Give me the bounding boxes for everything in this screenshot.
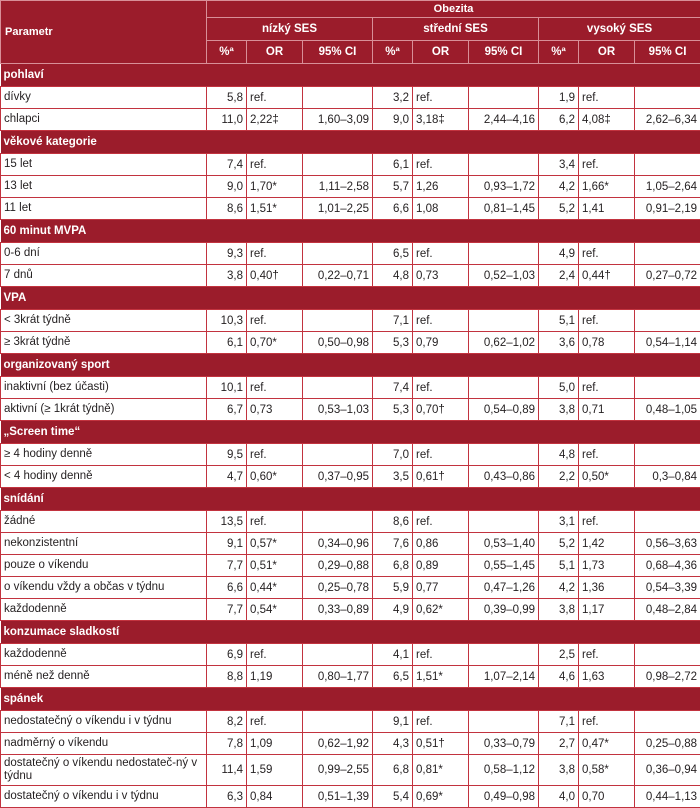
cell-pct: 3,2 xyxy=(373,87,413,109)
cell-ci xyxy=(635,243,700,265)
cell-or: 4,08‡ xyxy=(579,109,635,131)
cell-pct: 8,8 xyxy=(207,666,247,688)
cell-pct: 5,2 xyxy=(539,198,579,220)
cell-ci: 0,56–3,63 xyxy=(635,533,700,555)
cell-pct: 4,2 xyxy=(539,577,579,599)
cell-pct: 6,6 xyxy=(207,577,247,599)
cell-ci: 0,50–0,98 xyxy=(303,332,373,354)
cell-pct: 6,8 xyxy=(373,555,413,577)
cell-or: ref. xyxy=(247,87,303,109)
cell-ci xyxy=(635,377,700,399)
section-row xyxy=(1,621,700,644)
cell-pct: 6,9 xyxy=(207,644,247,666)
cell-or: 1,26 xyxy=(413,176,469,198)
cell-ci xyxy=(469,711,539,733)
cell-ci xyxy=(635,310,700,332)
cell-pct: 7,7 xyxy=(207,599,247,621)
cell-or: 0,81* xyxy=(413,755,469,786)
cell-pct: 6,7 xyxy=(207,399,247,421)
cell-ci: 0,68–4,36 xyxy=(635,555,700,577)
table-row xyxy=(1,555,700,577)
cell-ci: 0,49–0,98 xyxy=(469,786,539,808)
row-label: každodenně xyxy=(1,644,207,666)
cell-or: ref. xyxy=(579,87,635,109)
cell-ci: 0,52–1,03 xyxy=(469,265,539,287)
table-row xyxy=(1,87,700,109)
cell-pct: 9,3 xyxy=(207,243,247,265)
row-label: ≥ 4 hodiny denně xyxy=(1,444,207,466)
cell-pct: 3,4 xyxy=(539,154,579,176)
section-title: konzumace sladkostí xyxy=(1,621,700,644)
cell-ci: 0,36–0,94 xyxy=(635,755,700,786)
cell-ci: 2,62–6,34 xyxy=(635,109,700,131)
cell-or: ref. xyxy=(579,444,635,466)
table-row xyxy=(1,243,700,265)
cell-ci xyxy=(303,644,373,666)
cell-or: 0,73 xyxy=(413,265,469,287)
cell-or: ref. xyxy=(247,154,303,176)
ses-mid-header: střední SES xyxy=(373,18,539,41)
cell-ci: 0,34–0,96 xyxy=(303,533,373,555)
col-ci: 95% CI xyxy=(635,41,700,64)
section-title: 60 minut MVPA xyxy=(1,220,700,243)
cell-pct: 11,4 xyxy=(207,755,247,786)
row-label: dívky xyxy=(1,87,207,109)
table-row xyxy=(1,332,700,354)
table-row xyxy=(1,577,700,599)
cell-pct: 4,8 xyxy=(539,444,579,466)
cell-pct: 5,0 xyxy=(539,377,579,399)
table-body xyxy=(1,64,700,808)
cell-pct: 7,8 xyxy=(207,733,247,755)
cell-pct: 7,1 xyxy=(373,310,413,332)
cell-ci xyxy=(469,377,539,399)
table-row xyxy=(1,198,700,220)
cell-or: 0,60* xyxy=(247,466,303,488)
section-row xyxy=(1,354,700,377)
table-row xyxy=(1,466,700,488)
cell-or: 0,40† xyxy=(247,265,303,287)
cell-pct: 7,1 xyxy=(539,711,579,733)
cell-or: ref. xyxy=(579,644,635,666)
cell-pct: 2,2 xyxy=(539,466,579,488)
section-row xyxy=(1,64,700,87)
cell-pct: 9,0 xyxy=(207,176,247,198)
cell-or: ref. xyxy=(579,377,635,399)
row-label: nekonzistentní xyxy=(1,533,207,555)
cell-ci: 0,54–1,14 xyxy=(635,332,700,354)
cell-or: ref. xyxy=(413,87,469,109)
cell-ci xyxy=(303,87,373,109)
cell-pct: 9,0 xyxy=(373,109,413,131)
row-label: 13 let xyxy=(1,176,207,198)
cell-ci: 0,51–1,39 xyxy=(303,786,373,808)
row-label: inaktivní (bez účasti) xyxy=(1,377,207,399)
cell-ci: 0,39–0,99 xyxy=(469,599,539,621)
row-label: méně než denně xyxy=(1,666,207,688)
row-label: dostatečný o víkendu i v týdnu xyxy=(1,786,207,808)
cell-or: ref. xyxy=(247,310,303,332)
cell-or: ref. xyxy=(413,444,469,466)
cell-or: 0,84 xyxy=(247,786,303,808)
section-row xyxy=(1,488,700,511)
cell-pct: 8,6 xyxy=(373,511,413,533)
cell-pct: 4,9 xyxy=(373,599,413,621)
cell-or: ref. xyxy=(579,243,635,265)
cell-ci: 0,99–2,55 xyxy=(303,755,373,786)
cell-or: 0,62* xyxy=(413,599,469,621)
cell-or: 0,44* xyxy=(247,577,303,599)
table-row xyxy=(1,666,700,688)
cell-ci: 0,25–0,88 xyxy=(635,733,700,755)
cell-or: 1,42 xyxy=(579,533,635,555)
cell-ci xyxy=(469,87,539,109)
col-pct: %ª xyxy=(373,41,413,64)
cell-or: ref. xyxy=(579,511,635,533)
cell-or: 0,47* xyxy=(579,733,635,755)
cell-pct: 7,4 xyxy=(207,154,247,176)
row-label: < 4 hodiny denně xyxy=(1,466,207,488)
cell-ci: 0,54–0,89 xyxy=(469,399,539,421)
cell-or: 1,08 xyxy=(413,198,469,220)
cell-ci: 0,48–2,84 xyxy=(635,599,700,621)
cell-or: 0,54* xyxy=(247,599,303,621)
cell-ci xyxy=(303,444,373,466)
cell-pct: 8,2 xyxy=(207,711,247,733)
cell-ci: 0,33–0,89 xyxy=(303,599,373,621)
cell-pct: 6,5 xyxy=(373,243,413,265)
table-row xyxy=(1,377,700,399)
cell-or: 0,70* xyxy=(247,332,303,354)
cell-pct: 5,2 xyxy=(539,533,579,555)
cell-or: 1,59 xyxy=(247,755,303,786)
cell-pct: 5,1 xyxy=(539,555,579,577)
cell-pct: 7,7 xyxy=(207,555,247,577)
cell-pct: 2,4 xyxy=(539,265,579,287)
table-row xyxy=(1,154,700,176)
cell-or: 0,51† xyxy=(413,733,469,755)
cell-pct: 4,9 xyxy=(539,243,579,265)
cell-or: ref. xyxy=(413,511,469,533)
cell-pct: 5,3 xyxy=(373,399,413,421)
cell-or: ref. xyxy=(247,711,303,733)
table-row xyxy=(1,444,700,466)
col-or: OR xyxy=(413,41,469,64)
cell-ci: 0,91–2,19 xyxy=(635,198,700,220)
cell-or: 1,73 xyxy=(579,555,635,577)
cell-ci: 0,53–1,40 xyxy=(469,533,539,555)
cell-or: 0,78 xyxy=(579,332,635,354)
table-row xyxy=(1,711,700,733)
section-title: snídání xyxy=(1,488,700,511)
cell-pct: 3,5 xyxy=(373,466,413,488)
col-or: OR xyxy=(579,41,635,64)
row-label: 15 let xyxy=(1,154,207,176)
cell-or: ref. xyxy=(579,711,635,733)
table-row xyxy=(1,533,700,555)
cell-ci: 0,43–0,86 xyxy=(469,466,539,488)
cell-pct: 4,0 xyxy=(539,786,579,808)
cell-pct: 6,2 xyxy=(539,109,579,131)
cell-or: 0,70† xyxy=(413,399,469,421)
cell-ci: 0,33–0,79 xyxy=(469,733,539,755)
section-row xyxy=(1,287,700,310)
row-label: < 3krát týdně xyxy=(1,310,207,332)
row-label: 11 let xyxy=(1,198,207,220)
cell-pct: 5,3 xyxy=(373,332,413,354)
cell-pct: 5,4 xyxy=(373,786,413,808)
section-title: pohlaví xyxy=(1,64,700,87)
cell-or: 0,51* xyxy=(247,555,303,577)
cell-ci: 0,48–1,05 xyxy=(635,399,700,421)
cell-pct: 3,8 xyxy=(207,265,247,287)
cell-or: 0,61† xyxy=(413,466,469,488)
ses-low-header: nízký SES xyxy=(207,18,373,41)
cell-or: 1,63 xyxy=(579,666,635,688)
section-title: spánek xyxy=(1,688,700,711)
cell-pct: 1,9 xyxy=(539,87,579,109)
cell-or: 0,70 xyxy=(579,786,635,808)
ses-high-header: vysoký SES xyxy=(539,18,700,41)
col-ci: 95% CI xyxy=(303,41,373,64)
cell-or: ref. xyxy=(579,310,635,332)
col-pct: %ª xyxy=(539,41,579,64)
group-header: Obezita xyxy=(207,1,700,18)
cell-pct: 5,8 xyxy=(207,87,247,109)
cell-ci: 0,53–1,03 xyxy=(303,399,373,421)
cell-pct: 10,1 xyxy=(207,377,247,399)
table-header xyxy=(1,1,700,64)
cell-ci xyxy=(469,511,539,533)
cell-pct: 4,1 xyxy=(373,644,413,666)
cell-or: 0,73 xyxy=(247,399,303,421)
section-row xyxy=(1,131,700,154)
cell-or: 0,50* xyxy=(579,466,635,488)
cell-pct: 2,5 xyxy=(539,644,579,666)
cell-ci xyxy=(469,644,539,666)
row-label: nedostatečný o víkendu i v týdnu xyxy=(1,711,207,733)
table-row xyxy=(1,755,700,786)
cell-ci: 0,62–1,92 xyxy=(303,733,373,755)
cell-pct: 11,0 xyxy=(207,109,247,131)
cell-or: 1,66* xyxy=(579,176,635,198)
row-label: každodenně xyxy=(1,599,207,621)
table-row xyxy=(1,644,700,666)
cell-ci: 0,54–3,39 xyxy=(635,577,700,599)
cell-pct: 6,1 xyxy=(373,154,413,176)
cell-pct: 5,1 xyxy=(539,310,579,332)
cell-pct: 3,1 xyxy=(539,511,579,533)
cell-ci: 1,60–3,09 xyxy=(303,109,373,131)
cell-or: ref. xyxy=(247,511,303,533)
table-row xyxy=(1,733,700,755)
cell-pct: 3,8 xyxy=(539,599,579,621)
cell-or: 0,69* xyxy=(413,786,469,808)
col-ci: 95% CI xyxy=(469,41,539,64)
cell-or: ref. xyxy=(413,644,469,666)
row-label: dostatečný o víkendu nedostateč-ný v týdnu xyxy=(1,755,207,786)
cell-pct: 6,3 xyxy=(207,786,247,808)
cell-ci xyxy=(469,444,539,466)
cell-pct: 7,4 xyxy=(373,377,413,399)
cell-ci: 2,44–4,16 xyxy=(469,109,539,131)
table-row xyxy=(1,511,700,533)
cell-pct: 7,6 xyxy=(373,533,413,555)
section-row xyxy=(1,421,700,444)
cell-or: ref. xyxy=(247,644,303,666)
cell-or: ref. xyxy=(413,310,469,332)
cell-or: 1,70* xyxy=(247,176,303,198)
cell-pct: 6,6 xyxy=(373,198,413,220)
cell-ci: 1,01–2,25 xyxy=(303,198,373,220)
cell-pct: 5,9 xyxy=(373,577,413,599)
cell-ci xyxy=(635,511,700,533)
cell-pct: 2,7 xyxy=(539,733,579,755)
cell-ci xyxy=(635,87,700,109)
cell-pct: 4,6 xyxy=(539,666,579,688)
cell-or: ref. xyxy=(413,154,469,176)
table-row xyxy=(1,265,700,287)
cell-ci xyxy=(469,310,539,332)
cell-ci xyxy=(635,711,700,733)
cell-ci: 1,11–2,58 xyxy=(303,176,373,198)
cell-or: 0,86 xyxy=(413,533,469,555)
cell-ci: 0,25–0,78 xyxy=(303,577,373,599)
cell-ci: 1,07–2,14 xyxy=(469,666,539,688)
cell-ci: 0,62–1,02 xyxy=(469,332,539,354)
cell-or: 3,18‡ xyxy=(413,109,469,131)
cell-ci xyxy=(635,154,700,176)
row-label: žádné xyxy=(1,511,207,533)
cell-ci xyxy=(303,711,373,733)
cell-or: 1,09 xyxy=(247,733,303,755)
cell-ci: 0,22–0,71 xyxy=(303,265,373,287)
cell-or: 0,57* xyxy=(247,533,303,555)
section-title: věkové kategorie xyxy=(1,131,700,154)
section-title: organizovaný sport xyxy=(1,354,700,377)
row-label: nadměrný o víkendu xyxy=(1,733,207,755)
table-row xyxy=(1,109,700,131)
cell-or: ref. xyxy=(247,377,303,399)
cell-pct: 9,1 xyxy=(373,711,413,733)
cell-or: ref. xyxy=(413,243,469,265)
cell-ci: 0,37–0,95 xyxy=(303,466,373,488)
cell-pct: 4,2 xyxy=(539,176,579,198)
cell-pct: 6,5 xyxy=(373,666,413,688)
cell-or: 1,51* xyxy=(247,198,303,220)
cell-pct: 6,8 xyxy=(373,755,413,786)
cell-or: ref. xyxy=(579,154,635,176)
cell-ci xyxy=(635,444,700,466)
table-row xyxy=(1,176,700,198)
cell-or: 0,77 xyxy=(413,577,469,599)
cell-ci: 0,81–1,45 xyxy=(469,198,539,220)
cell-ci xyxy=(303,154,373,176)
parameter-header: Parametr xyxy=(1,1,207,64)
cell-or: 0,89 xyxy=(413,555,469,577)
table-row xyxy=(1,599,700,621)
section-title: „Screen time“ xyxy=(1,421,700,444)
cell-or: ref. xyxy=(247,444,303,466)
cell-or: 1,51* xyxy=(413,666,469,688)
cell-or: ref. xyxy=(413,711,469,733)
cell-ci: 0,3–0,84 xyxy=(635,466,700,488)
cell-ci xyxy=(303,243,373,265)
cell-ci: 0,44–1,13 xyxy=(635,786,700,808)
cell-or: 0,58* xyxy=(579,755,635,786)
col-or: OR xyxy=(247,41,303,64)
cell-pct: 3,8 xyxy=(539,755,579,786)
cell-ci: 0,58–1,12 xyxy=(469,755,539,786)
cell-or: 2,22‡ xyxy=(247,109,303,131)
cell-or: 1,19 xyxy=(247,666,303,688)
cell-ci: 0,29–0,88 xyxy=(303,555,373,577)
row-label: chlapci xyxy=(1,109,207,131)
cell-or: ref. xyxy=(413,377,469,399)
cell-pct: 4,7 xyxy=(207,466,247,488)
table-row xyxy=(1,310,700,332)
table-row xyxy=(1,786,700,808)
cell-ci: 0,47–1,26 xyxy=(469,577,539,599)
row-label: ≥ 3krát týdně xyxy=(1,332,207,354)
cell-ci: 0,55–1,45 xyxy=(469,555,539,577)
cell-or: 0,79 xyxy=(413,332,469,354)
cell-pct: 5,7 xyxy=(373,176,413,198)
cell-pct: 4,8 xyxy=(373,265,413,287)
row-label: 0-6 dní xyxy=(1,243,207,265)
cell-pct: 9,1 xyxy=(207,533,247,555)
cell-ci: 0,93–1,72 xyxy=(469,176,539,198)
section-title: VPA xyxy=(1,287,700,310)
cell-or: 0,44† xyxy=(579,265,635,287)
cell-or: ref. xyxy=(247,243,303,265)
cell-pct: 8,6 xyxy=(207,198,247,220)
cell-pct: 6,1 xyxy=(207,332,247,354)
cell-pct: 3,6 xyxy=(539,332,579,354)
cell-ci: 0,98–2,72 xyxy=(635,666,700,688)
cell-ci xyxy=(303,511,373,533)
cell-ci xyxy=(469,243,539,265)
row-label: pouze o víkendu xyxy=(1,555,207,577)
cell-ci xyxy=(303,310,373,332)
cell-ci xyxy=(303,377,373,399)
cell-pct: 9,5 xyxy=(207,444,247,466)
cell-or: 1,36 xyxy=(579,577,635,599)
cell-ci xyxy=(469,154,539,176)
table-row xyxy=(1,399,700,421)
cell-pct: 13,5 xyxy=(207,511,247,533)
row-label: 7 dnů xyxy=(1,265,207,287)
cell-or: 0,71 xyxy=(579,399,635,421)
cell-ci: 0,80–1,77 xyxy=(303,666,373,688)
col-pct: %ª xyxy=(207,41,247,64)
row-label: o víkendu vždy a občas v týdnu xyxy=(1,577,207,599)
section-row xyxy=(1,220,700,243)
cell-ci: 0,27–0,72 xyxy=(635,265,700,287)
cell-pct: 10,3 xyxy=(207,310,247,332)
cell-pct: 4,3 xyxy=(373,733,413,755)
cell-or: 1,17 xyxy=(579,599,635,621)
cell-pct: 7,0 xyxy=(373,444,413,466)
cell-pct: 3,8 xyxy=(539,399,579,421)
row-label: aktivní (≥ 1krát týdně) xyxy=(1,399,207,421)
cell-or: 1,41 xyxy=(579,198,635,220)
cell-ci: 1,05–2,64 xyxy=(635,176,700,198)
cell-ci xyxy=(635,644,700,666)
section-row xyxy=(1,688,700,711)
